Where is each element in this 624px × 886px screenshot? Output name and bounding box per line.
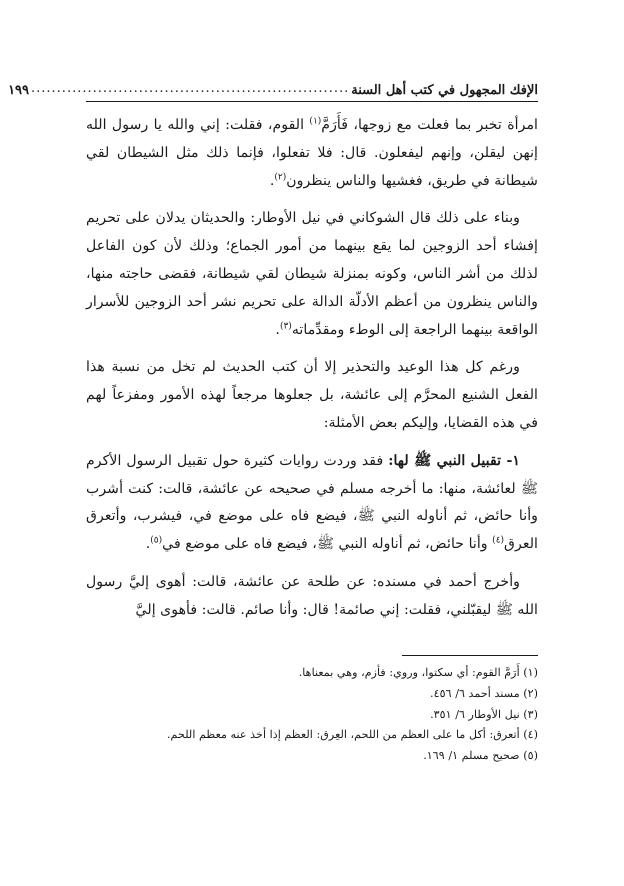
paragraph-1-text-b: القوم، فقلت: إني والله يا رسول الله إنهن ليقلن، وإنهم ليفعلون. قال: فلا تفعلوا، فإنما ذلك مثل الشيطان لقي شيطانة في طريق، فغشيها والناس ينظرون [86,117,538,189]
paragraph-5 [86,569,538,625]
footnotes [86,663,538,767]
footnote-2: (٢) مسند أحمد ٦/ ٤٥٦. [430,686,538,700]
footnote-ref-1[interactable]: (١) [309,116,322,127]
paragraph-4-text-a: فقد وردت روايات كثيرة حول تقبيل الرسول الأكرم ﷺ لعائشة، منها: ما أخرجه مسلم في صحيحه عن عائشة، قالت: كنت أشرب وأنا حائض، ثم أناوله النبي ﷺ، فيضع فاه على موضع في، فيشرب، وأتعرق العرق [86,452,538,553]
paragraph-4-text-c: . [145,536,151,553]
paragraph-2-end: . [275,321,280,338]
header-rule [86,101,538,102]
footnote-ref-2[interactable]: (٢) [274,171,287,182]
paragraph-1-text-a: امرأة تخبر بما فعلت مع زوجها، فَأَرَمَّ [321,117,538,133]
paragraph-2-text: وبناء على ذلك قال الشوكاني في نيل الأوطار: والحديثان يدلان على تحريم إفشاء أحد الزوجين لما يقع بينهما من أمور الجماع؛ وذلك لأن كون الفاعل لذلك من أشر الناس، وكونه بمنزلة شيطان لقي شيطانة، فقضى حاجته منها، والناس ينظرون من أعظم الأدلّة الدالة على تحريم نشر أحد الزوجين للأسرار الواقعة بينهما الراجعة إلى الوطء ومقدِّماته [86,210,538,338]
paragraph-4-text-b: وأنا حائض، ثم أناوله النبي ﷺ، فيضع فاه على موضع في [162,536,493,553]
running-header [8,76,538,98]
footnote-ref-3[interactable]: (٣) [279,320,292,331]
paragraph-2 [86,205,538,344]
page-number: ١٩٩ [8,83,30,98]
paragraph-3 [86,354,538,437]
paragraph-1 [86,112,538,195]
footnote-ref-5[interactable]: (٥) [150,535,163,546]
footnote-5: (٥) صحيح مسلم ١/ ١٦٩. [423,749,538,763]
paragraph-5-text: وأخرج أحمد في مسنده: عن طلحة عن عائشة، قالت: أهوى إليَّ رسول الله ﷺ ليقبّلني، فقلت: إني صائمة! قال: وأنا صائم. قالت: فأهوى إليَّ [86,573,538,618]
paragraph-4 [86,448,538,559]
section-heading: ١- تقبيل النبي ﷺ لها: [388,452,520,469]
footnote-separator [402,655,538,656]
main-text [86,112,538,635]
footnote-3: (٣) نيل الأوطار ٦/ ٣٥١. [430,707,538,721]
footnote-4: (٤) أتعرق: أكل ما على العظم من اللحم، العِرق: العظم إذا أخذ عنه معظم اللحم. [166,728,538,742]
paragraph-1-text-c: . [269,172,275,189]
footnote-1: (١) أَرَمَّ القوم: أي سكتوا، وروي: فأزم، وهي بمعناها. [298,666,538,679]
footnote-ref-4[interactable]: (٤) [492,535,505,546]
header-leader-dots: .............................................................. [31,81,350,96]
paragraph-3-text: ورغم كل هذا الوعيد والتحذير إلا أن كتب الحديث لم تخل من نسبة هذا الفعل الشنيع المحرَّم إلى عائشة، بل جعلوها مرجعاً لهذه الأمور ومفزعاً لهم في هذه القضايا، وإليكم بعض الأمثلة: [86,359,538,431]
header-title: الإفك المجهول في كتب أهل السنة [351,83,538,98]
